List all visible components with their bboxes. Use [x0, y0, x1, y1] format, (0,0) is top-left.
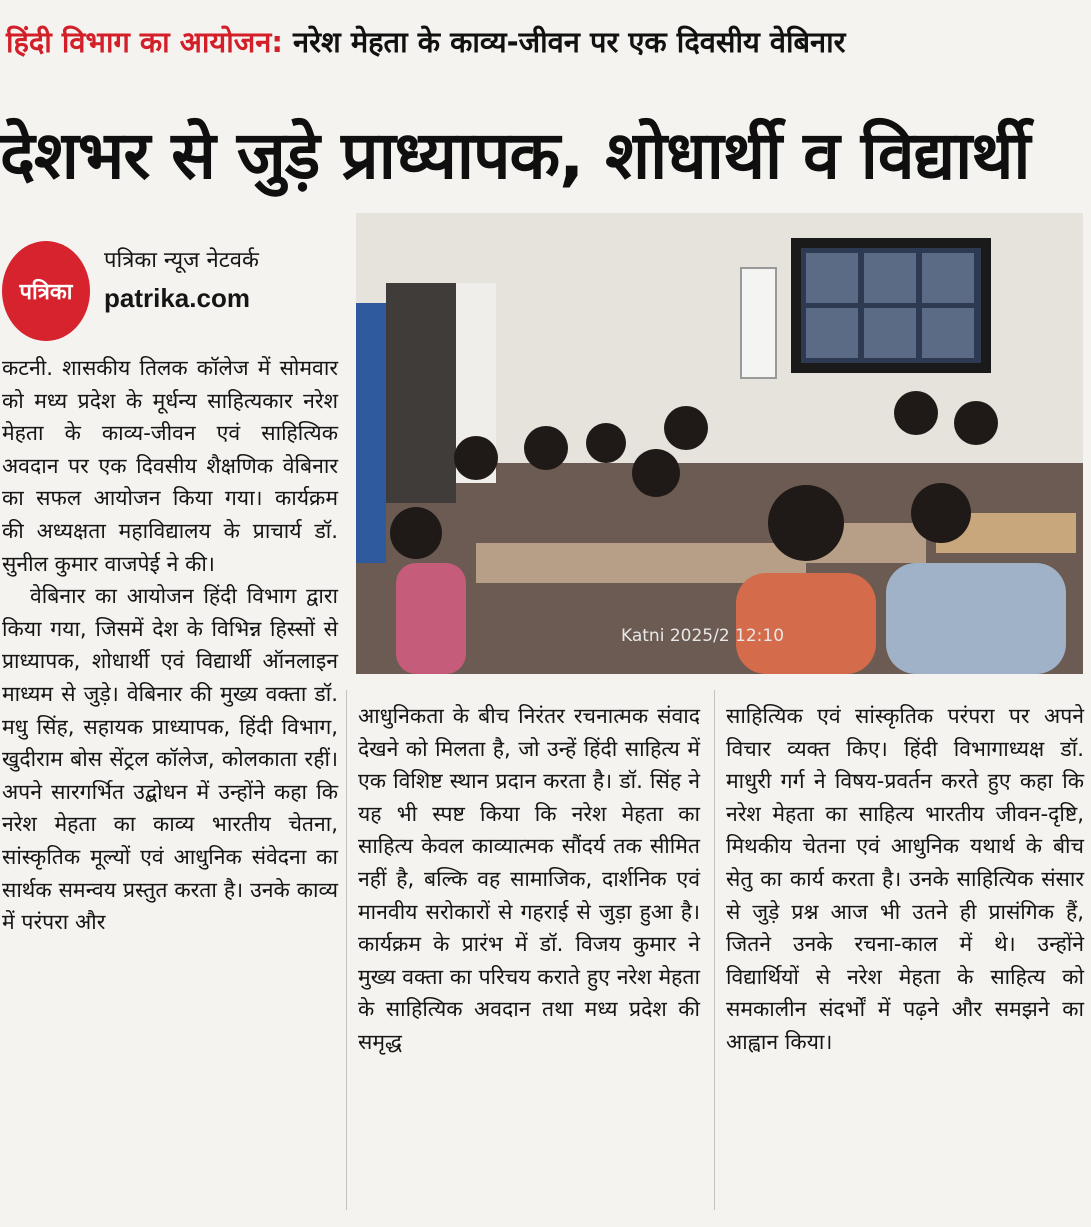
article-paragraph: वेबिनार का आयोजन हिंदी विभाग द्वारा किया गया, जिसमें देश के विभिन्न हिस्सों से प्राध्यापक, शोधार्थी एवं विद्यार्थी ऑनलाइन माध्यम से जुड़े। वेबिनार की मुख्य वक्ता डॉ. मधु सिंह, सहायक प्राध्यापक, हिंदी विभाग, खुदीराम बोस सेंट्रल कॉलेज, कोलकाता रहीं। अपने सारगर्भित उद्बोधन में उन्होंने कहा कि नरेश मेहता का काव्य भारतीय चेतना, सांस्कृतिक मूल्यों एवं आधुनिक संवेदना का सार्थक समन्वय प्रस्तुत करता है। उनके काव्य में परंपरा और	[2, 583, 338, 935]
column-divider	[346, 690, 347, 1210]
article-paragraph: आधुनिकता के बीच निरंतर रचनात्मक संवाद देखने को मिलता है, जो उन्हें हिंदी साहित्य में एक विशिष्ट स्थान प्रदान करता है। डॉ. सिंह ने यह भी स्पष्ट किया कि नरेश मेहता का साहित्य केवल काव्यात्मक सौंदर्य तक सीमित नहीं है, बल्कि वह सामाजिक, दार्शनिक एवं मानवीय सरोकारों से गहराई से जुड़ा हुआ है। कार्यक्रम के प्रारंभ में डॉ. विजय कुमार ने मुख्य वक्ता का परिचय कराते हुए नरेश मेहता के साहित्यिक अवदान तथा मध्य प्रदेश की समृद्ध	[358, 703, 700, 1054]
column-divider	[714, 690, 715, 1210]
byline-network: पत्रिका न्यूज नेटवर्क	[104, 248, 259, 273]
article-paragraph: कटनी. शासकीय तिलक कॉलेज में सोमवार को मध्य प्रदेश के मूर्धन्य साहित्यकार नरेश मेहता के काव्य-जीवन एवं साहित्यिक अवदान पर एक दिवसीय शैक्षणिक वेबिनार का सफल आयोजन किया गया। कार्यक्रम की अध्यक्षता महाविद्यालय के प्राचार्य डॉ. सुनील कुमार वाजपेई ने की।	[2, 355, 338, 576]
patrika-logo: पत्रिका	[2, 241, 90, 341]
article-column-3	[726, 700, 1084, 1059]
article-paragraph: साहित्यिक एवं सांस्कृतिक परंपरा पर अपने विचार व्यक्त किए। हिंदी विभागाध्यक्ष डॉ. माधुरी गर्ग ने विषय-प्रवर्तन करते हुए कहा कि नरेश मेहता का साहित्य भारतीय जीवन-दृष्टि, मिथकीय चेतना एवं आधुनिक यथार्थ के बीच सेतु का कार्य करता है। उनके साहित्यिक संसार से जुड़े प्रश्न आज भी उतने ही प्रासंगिक हैं, जितने उनके रचना-काल में थे। उन्होंने विद्यार्थियों से नरेश मेहता के साहित्य को समकालीन संदर्भों में पढ़ने और समझने का आह्वान किया।	[726, 703, 1084, 1054]
byline-site: patrika.com	[104, 283, 250, 313]
article-column-2	[358, 700, 700, 1059]
photo-stamp: Katni 2025/2 12:10	[621, 626, 785, 646]
kicker-text: नरेश मेहता के काव्य-जीवन पर एक दिवसीय वेबिनार	[293, 25, 846, 59]
kicker-label: हिंदी विभाग का आयोजन:	[6, 25, 283, 59]
news-photo	[356, 213, 1083, 674]
article-column-1	[2, 352, 338, 939]
headline: देशभर से जुड़े प्राध्यापक, शोधार्थी व विद्यार्थी	[0, 117, 1030, 194]
kicker	[6, 14, 1086, 70]
classroom-photo-illustration	[356, 213, 1083, 674]
byline	[104, 244, 354, 318]
